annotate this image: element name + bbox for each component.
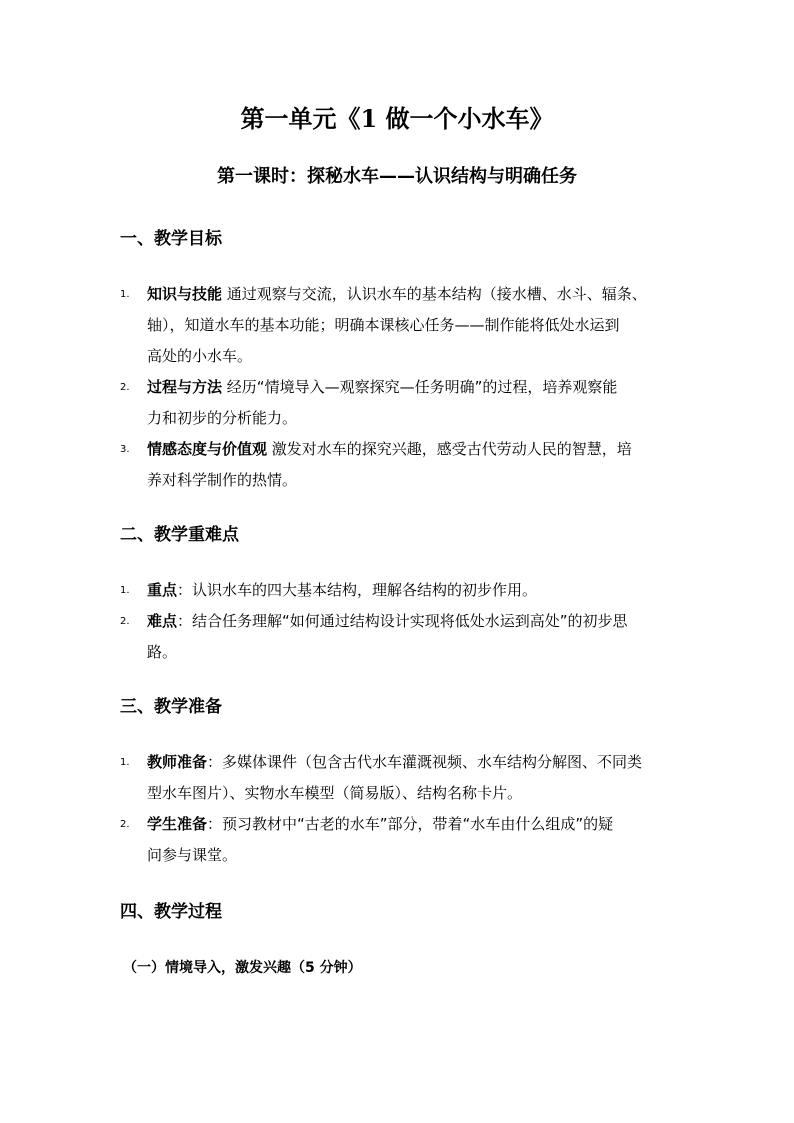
section-heading-process: 四、教学过程	[120, 902, 222, 922]
item-text-line: 经历“情境导入—观察探究—任务明确”的过程，培养观察能	[226, 378, 618, 396]
item-label: 教师准备	[147, 753, 208, 771]
item-label: 重点	[147, 581, 178, 599]
item-label: 学生准备	[147, 815, 208, 833]
section-heading-key-points: 二、教学重难点	[120, 525, 239, 545]
item-label: 情感态度与价值观	[147, 440, 268, 458]
item-label: 难点	[147, 612, 178, 630]
item-label: 过程与方法	[147, 378, 223, 396]
section-heading-preparation: 三、教学准备	[120, 697, 222, 717]
list-number: 1.	[120, 757, 130, 768]
list-number: 2.	[120, 819, 130, 830]
item-text-line: ：预习教材中“古老的水车”部分，带着“水车由什么组成”的疑	[207, 815, 614, 833]
item-text-line: 力和初步的分析能力。	[147, 409, 298, 427]
item-text-line: 高处的小水车。	[147, 347, 253, 365]
list-item	[120, 809, 680, 871]
list-number: 3.	[120, 444, 130, 455]
list-number: 1.	[120, 289, 130, 300]
list-item	[120, 279, 680, 372]
list-item	[120, 747, 680, 809]
list-number: 2.	[120, 382, 130, 393]
lesson-subtitle: 第一课时：探秘水车——认识结构与明确任务	[217, 166, 577, 187]
item-text-line: ：结合任务理解“如何通过结构设计实现将低处水运到高处”的初步思	[177, 612, 628, 630]
section-heading-objectives: 一、教学目标	[120, 229, 222, 249]
item-text-line: 路。	[147, 643, 178, 661]
list-item	[120, 575, 680, 606]
list-item	[120, 606, 680, 668]
item-text-line: 轴），知道水车的基本功能；明确本课核心任务——制作能将低处水运到	[147, 316, 620, 334]
item-text-line: 通过观察与交流，认识水车的基本结构（接水槽、水斗、辐条、	[226, 285, 647, 303]
objectives-list	[120, 279, 680, 496]
item-text-line: 问参与课堂。	[147, 846, 238, 864]
preparation-list	[120, 747, 680, 871]
list-item	[120, 434, 680, 496]
item-text-line: 养对科学制作的热情。	[147, 471, 298, 489]
item-text-line: ：认识水车的四大基本结构，理解各结构的初步作用。	[177, 581, 538, 599]
document-title: 第一单元《1 做一个小水车》	[240, 104, 554, 133]
item-text-line: 激发对水车的探究兴趣，感受古代劳动人民的智慧，培	[271, 440, 632, 458]
item-text-line: 型水车图片）、实物水车模型（简易版）、结构名称卡片。	[147, 784, 523, 802]
list-number: 2.	[120, 616, 130, 627]
key-points-list	[120, 575, 680, 668]
subsection-heading-intro: （一）情境导入，激发兴趣（5 分钟）	[123, 960, 362, 976]
list-number: 1.	[120, 585, 130, 596]
item-text-line: ：多媒体课件（包含古代水车灌溉视频、水车结构分解图、不同类	[207, 753, 643, 771]
list-item	[120, 372, 680, 434]
item-label: 知识与技能	[147, 285, 223, 303]
